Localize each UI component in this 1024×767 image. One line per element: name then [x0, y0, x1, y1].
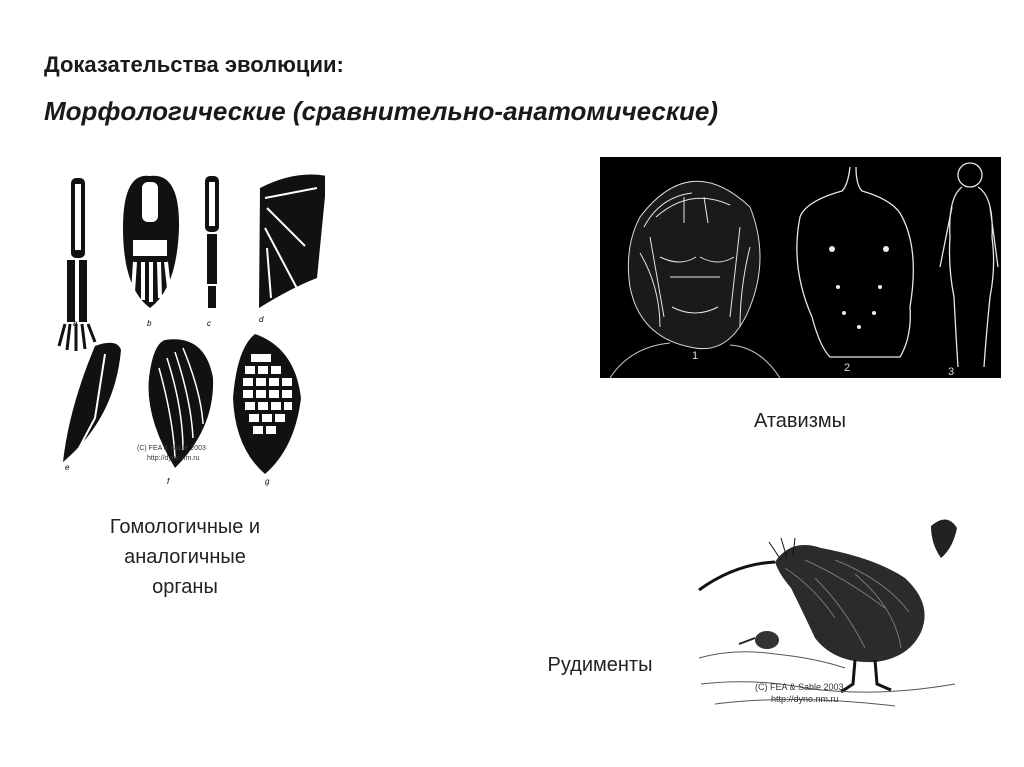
whale-flipper-bones — [123, 176, 179, 308]
watermark-line-1: (C) FEA & Sable 2003 — [755, 682, 844, 692]
rudiments-caption: Рудименты — [547, 654, 653, 676]
atavisms-caption: Атавизмы — [753, 410, 847, 432]
bat-wing-bones — [259, 175, 325, 309]
homologous-organs-caption — [70, 512, 300, 602]
figure-letter-f: f — [167, 477, 170, 486]
watermark-line-2: http://dyno.nm.ru — [771, 694, 839, 704]
kiwi-figure — [695, 508, 985, 713]
caption-line-2: аналогичные — [124, 546, 246, 568]
atavism-number-1: 1 — [692, 350, 699, 362]
figure-letter-c: c — [207, 319, 211, 328]
thin-limb-bones — [205, 176, 219, 308]
slide-title: Доказательства эволюции: — [44, 52, 344, 77]
figure-letter-g: g — [265, 477, 270, 486]
figure-letter-d: d — [259, 315, 264, 324]
atavism-number-3: 3 — [948, 366, 955, 378]
slide-subtitle: Морфологические (сравнительно-анатомические) — [44, 96, 719, 126]
caption-line-1: Гомологичные и — [109, 516, 261, 538]
figure-letter-b: b — [147, 319, 152, 328]
figure-letter-a: a — [73, 319, 78, 328]
homologous-organs-figure — [55, 168, 325, 498]
atavisms-figure — [600, 157, 1001, 378]
ray-fin-bones — [233, 334, 301, 474]
bird-wing-bones — [63, 343, 121, 462]
atavism-number-2: 2 — [844, 362, 851, 374]
figure-letter-e: e — [65, 463, 70, 472]
caption-line-3: органы — [152, 576, 218, 598]
watermark-line-2: http://dyno.nm.ru — [147, 455, 200, 462]
watermark-line-1: (C) FEA & Sable 2003 — [137, 445, 206, 452]
